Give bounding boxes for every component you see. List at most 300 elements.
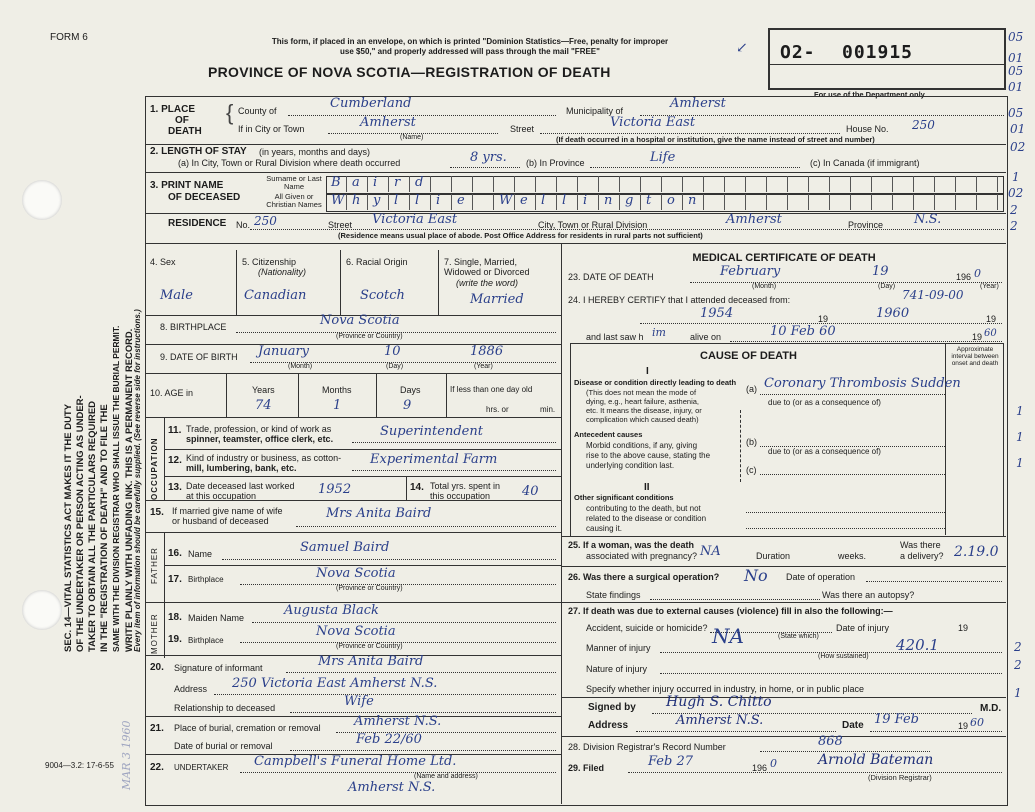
residence-label: RESIDENCE: [168, 218, 227, 229]
name-letter: l: [541, 193, 546, 208]
other-label-1: Other significant conditions: [574, 493, 674, 502]
record-number-value: 868: [818, 734, 843, 749]
racial-value: Scotch: [360, 288, 405, 303]
name-letter-box: [767, 176, 788, 192]
how-sustained-caption: (How sustained): [818, 653, 869, 660]
cause-c-prefix: (c): [746, 465, 757, 475]
due-to-b: due to (or as a consequence of): [768, 447, 881, 456]
father-side-label: FATHER: [150, 547, 159, 584]
margin-code: 05: [1008, 64, 1024, 78]
residence-street-label: Street: [328, 220, 353, 230]
antecedent-label-1: Antecedent causes: [574, 430, 643, 439]
from-year: 1954: [700, 306, 734, 321]
record-number-label: 28. Division Registrar's Record Number: [568, 742, 726, 752]
name-letter-box: [830, 194, 851, 210]
name-letter: B: [331, 175, 341, 190]
name-letter-box: [935, 176, 956, 192]
sex-label: 4. Sex: [150, 257, 176, 267]
registration-serial: 001915: [842, 42, 914, 63]
filed-year-suffix: 0: [770, 757, 777, 770]
department-box: [768, 28, 1006, 90]
stay-a-value: 8 yrs.: [470, 150, 507, 165]
cause-a-prefix: (a): [746, 384, 757, 394]
mother-birthplace-label: Birthplace: [188, 636, 224, 645]
age-days: 9: [403, 398, 412, 413]
duration-label: Duration: [756, 551, 791, 561]
signed-by-label: Signed by: [588, 702, 636, 713]
mother-side-label: MOTHER: [150, 613, 159, 654]
trade-value: Superintendent: [380, 424, 483, 439]
last-worked-label-1: Date deceased last worked: [186, 481, 295, 491]
name-letter: d: [415, 175, 424, 190]
pregnancy-label-1: 25. If a woman, was the death: [568, 540, 695, 550]
name-letter-box: [557, 194, 578, 210]
accident-label: Accident, suicide or homicide?: [586, 623, 708, 633]
name-letter-box: [620, 194, 641, 210]
county-value: Cumberland: [330, 96, 412, 111]
house-label: House No.: [846, 124, 889, 134]
total-years-value: 40: [522, 484, 539, 499]
birthplace-caption: (Province or Country): [336, 333, 403, 340]
mother-birthplace-value: Nova Scotia: [316, 624, 396, 639]
received-stamp: MAR 3 1960: [120, 720, 133, 790]
birthplace-value: Nova Scotia: [320, 313, 400, 328]
occupation-side-label: OCCUPATION: [150, 437, 159, 500]
antecedent-label-2: Morbid conditions, if any, giving: [586, 441, 698, 450]
years-caption: Years: [252, 385, 275, 395]
name-letter-box: [725, 194, 746, 210]
month-caption: (Month): [288, 363, 313, 370]
dob-label: 9. DATE OF BIRTH: [160, 352, 238, 362]
death-year-caption: (Year): [980, 283, 999, 290]
md-label: M.D.: [980, 703, 1002, 714]
mother-name-value: Augusta Black: [284, 603, 379, 618]
stay-label: 2. LENGTH OF STAY: [150, 146, 247, 157]
total-years-label-2: this occupation: [430, 491, 491, 501]
margin-code: 2: [1010, 203, 1018, 217]
last-saw-value: 10 Feb 60: [770, 324, 836, 339]
place-label-2: OF: [175, 115, 189, 126]
direct-label-2: (This does not mean the mode of: [586, 388, 697, 397]
name-letter-box: [683, 176, 704, 192]
min-label: min.: [540, 405, 556, 414]
residence-city: Amherst: [726, 212, 782, 227]
sign-date-value: 19 Feb: [874, 712, 919, 727]
mail-note-2: use $50," and properly addressed will pass through the mail "FREE": [340, 47, 600, 56]
age-months: 1: [333, 398, 342, 413]
name-letter-box: [452, 194, 473, 210]
last-saw-who: im: [652, 326, 666, 339]
death-day: 19: [872, 264, 889, 279]
death-year-suffix: 0: [974, 267, 981, 280]
citizenship-sub: (Nationality): [258, 267, 307, 277]
name-letter: i: [436, 193, 441, 208]
marital-value: Married: [470, 292, 524, 307]
name-letter-box: [410, 194, 431, 210]
name-label-2: OF DECEASED: [168, 192, 241, 203]
day-caption: (Day): [386, 363, 404, 370]
city-label: If in City or Town: [238, 124, 305, 134]
hospital-note: (If death occurred in a hospital or institution, give the name instead of street and number): [556, 135, 875, 144]
delivery-label-1: Was there: [900, 540, 941, 550]
name-letter-box: [872, 194, 893, 210]
delivery-code: 2.19.0: [954, 544, 999, 560]
name-letter: e: [520, 193, 528, 208]
name-letter-box: [809, 194, 830, 210]
sign-year-suffix: 60: [970, 716, 984, 729]
industry-value: Experimental Farm: [370, 452, 498, 467]
margin-code: 02: [1008, 186, 1024, 200]
margin-code: 2: [1014, 658, 1022, 672]
antecedent-label-3: rise to the above cause, stating the: [586, 451, 711, 460]
name-letter-box: [557, 176, 578, 192]
name-letter: l: [562, 193, 567, 208]
name-letter-box: [473, 194, 494, 210]
name-letter-box: [536, 194, 557, 210]
residence-city-label: City, Town or Rural Division: [538, 220, 648, 230]
name-letter-box: [662, 176, 683, 192]
days-caption: Days: [400, 385, 421, 395]
name-letter: a: [352, 175, 360, 190]
given-label: All Given or Christian Names: [266, 192, 322, 209]
other-label-3: related to the disease or condition: [586, 514, 707, 523]
industry-label-1: Kind of industry or business, as cotton-: [186, 453, 342, 463]
name-letter-box: [725, 176, 746, 192]
name-letter-box: [935, 194, 956, 210]
name-letter-box: [641, 194, 662, 210]
roman-one: I: [646, 366, 649, 377]
name-letter-box: [368, 194, 389, 210]
total-years-label-1: Total yrs. spent in: [430, 481, 501, 491]
weeks-label: weeks.: [838, 551, 867, 561]
father-name-label: Name: [188, 549, 213, 559]
father-name-value: Samuel Baird: [300, 540, 390, 555]
stay-b-label: (b) In Province: [526, 158, 585, 168]
direct-label-1: Disease or condition directly leading to death: [574, 378, 737, 387]
surgical-value: No: [744, 566, 768, 585]
name-letter-box: [830, 176, 851, 192]
name-letter: n: [604, 193, 613, 208]
injury-date-label: Date of injury: [836, 623, 890, 633]
name-letter-box: [851, 194, 872, 210]
name-letter-box: [452, 176, 473, 192]
state-which-caption: (State which): [778, 633, 819, 640]
dob-month: January: [258, 344, 310, 359]
name-letter-box: [347, 176, 368, 192]
margin-code: 1: [1016, 404, 1024, 418]
informant-sig-value: Mrs Anita Baird: [318, 654, 424, 669]
manner-label: Manner of injury: [586, 643, 651, 653]
name-letter-box: [914, 194, 935, 210]
name-letter: y: [373, 193, 381, 208]
death-day-caption: (Day): [878, 283, 896, 290]
name-letter-box: [704, 194, 725, 210]
filed-value: Feb 27: [648, 754, 693, 769]
name-letter-box: [389, 176, 410, 192]
name-letter: i: [583, 193, 588, 208]
margin-code: 01: [1010, 122, 1026, 136]
op-date-label: Date of operation: [786, 572, 856, 582]
code-420: 420.1: [896, 636, 939, 654]
to-year: 1960: [876, 306, 910, 321]
other-label-4: causing it.: [586, 524, 623, 533]
marital-sub: (write the word): [456, 278, 519, 288]
mail-note-1: This form, if placed in an envelope, on which is printed "Dominion Statistics—Free, penalty for improper: [271, 37, 669, 46]
surgical-label: 26. Was there a surgical operation?: [568, 572, 720, 582]
margin-code: 1: [1016, 456, 1024, 470]
name-letter: W: [499, 193, 513, 208]
injury-date-19: 19: [958, 623, 969, 633]
name-letter: l: [415, 193, 420, 208]
name-letter-box: [431, 194, 452, 210]
name-letter-box: [599, 176, 620, 192]
burial-label: Place of burial, cremation or removal: [174, 723, 321, 733]
name-letter-box: [788, 176, 809, 192]
name-letter: n: [688, 193, 697, 208]
birthplace-label: 8. BIRTHPLACE: [160, 322, 227, 332]
last-saw-year-suffix: 60: [984, 328, 997, 339]
name-letter-box: [347, 194, 368, 210]
municipality-value: Amherst: [670, 96, 726, 111]
sign-date-label: Date: [842, 720, 864, 731]
name-letter-box: [431, 176, 452, 192]
form-number: FORM 6: [50, 32, 88, 43]
delivery-label-2: a delivery?: [900, 551, 944, 561]
burial-value: Amherst N.S.: [354, 714, 442, 729]
name-letter: i: [373, 175, 378, 190]
name-letter: g: [625, 193, 634, 208]
name-letter: h: [352, 193, 361, 208]
mother-birthplace-caption: (Province or Country): [336, 643, 403, 650]
sec14-line-7: Every item of information should be carefully supplied. (See reverse side for instructions.): [133, 309, 142, 652]
place-label-3: DEATH: [168, 126, 202, 137]
margin-code: 2: [1010, 219, 1018, 233]
undertaker-value: Campbell's Funeral Home Ltd.: [254, 754, 457, 769]
department-use-caption: For use of the Department only: [814, 90, 925, 99]
margin-code: 1: [1014, 686, 1022, 700]
direct-label-5: complication which caused death): [586, 415, 699, 424]
informant-sig-label: Signature of informant: [174, 663, 263, 673]
specify-label: Specify whether injury occurred in industry, in home, or in public place: [586, 684, 864, 694]
registrar-caption: (Division Registrar): [868, 773, 932, 782]
name-label-1: 3. PRINT NAME: [150, 180, 224, 191]
margin-code: 1: [1012, 170, 1020, 184]
death-month-caption: (Month): [752, 283, 777, 290]
dob-year: 1886: [470, 344, 504, 359]
name-letter-box: [872, 176, 893, 192]
surname-label: Surname or Last Name: [266, 174, 322, 191]
name-letter-box: [389, 194, 410, 210]
name-letter-box: [956, 194, 977, 210]
sex-value: Male: [160, 288, 193, 303]
margin-code: 05: [1008, 30, 1024, 44]
death-month: February: [720, 264, 781, 279]
spouse-label-1: If married give name of wife: [172, 506, 283, 516]
residence-province-label: Province: [848, 220, 884, 230]
sec14-line-4: IN THE "REGISTRATION OF DEATH" AND TO FILE THE: [99, 404, 110, 652]
last-worked-value: 1952: [318, 482, 352, 497]
name-letter-box: [410, 176, 431, 192]
death-date-label: 23. DATE OF DEATH: [568, 272, 654, 282]
nature-label: Nature of injury: [586, 664, 648, 674]
stay-c-label: (c) In Canada (if immigrant): [810, 158, 920, 168]
name-letter-box: [620, 176, 641, 192]
industry-label-2: mill, lumbering, bank, etc.: [186, 463, 297, 473]
sign-year-19: 19: [958, 721, 969, 731]
name-letter-box: [788, 194, 809, 210]
city-value: Amherst: [360, 115, 416, 130]
undertaker-address: Amherst N.S.: [348, 780, 436, 795]
county-label: County of: [238, 106, 277, 116]
name-letter: e: [457, 193, 465, 208]
name-letter-box: [851, 176, 872, 192]
certify-code: 741-09-00: [902, 288, 964, 302]
residence-no: 250: [254, 214, 277, 228]
antecedent-label-4: underlying condition last.: [586, 461, 675, 470]
last-saw-label-1: and last saw h: [586, 332, 644, 342]
spouse-value: Mrs Anita Baird: [326, 506, 432, 521]
medical-title: MEDICAL CERTIFICATE OF DEATH: [692, 252, 876, 264]
death-year-prefix: 196: [956, 272, 972, 282]
sec14-line-3: TAKER TO OBTAIN ALL THE PARTICULARS REQUIRED: [87, 400, 98, 652]
name-letter: t: [646, 193, 652, 208]
name-letter-box: [977, 176, 998, 192]
name-letter-box: [662, 194, 683, 210]
last-saw-label-2: alive on: [690, 332, 722, 342]
racial-label: 6. Racial Origin: [346, 257, 408, 267]
name-letter-box: [326, 194, 347, 210]
name-letter-box: [683, 194, 704, 210]
house-value: 250: [912, 118, 935, 132]
citizenship-label: 5. Citizenship: [242, 257, 297, 267]
name-letter-box: [977, 194, 998, 210]
name-letter-box: [368, 176, 389, 192]
place-label-1: 1. PLACE: [150, 104, 196, 115]
name-letter-box: [746, 176, 767, 192]
age-label: 10. AGE in: [150, 388, 194, 398]
residence-note: (Residence means usual place of abode. Post Office Address for residents in rural parts not sufficient): [338, 231, 703, 240]
burial-date-label: Date of burial or removal: [174, 741, 273, 751]
margin-code: 01: [1008, 51, 1024, 65]
street-value: Victoria East: [610, 115, 696, 130]
informant-address-label: Address: [174, 684, 208, 694]
check-mark: ↙: [736, 40, 748, 56]
trade-label-2: spinner, teamster, office clerk, etc.: [186, 434, 334, 444]
dob-day: 10: [384, 344, 401, 359]
to-19: 19: [986, 314, 997, 324]
year-caption: (Year): [474, 363, 493, 370]
burial-date-value: Feb 22/60: [356, 732, 422, 747]
sec14-line-2: OF THE UNDERTAKER OR PERSON ACTING AS UNDER-: [75, 395, 86, 652]
from-19: 19: [818, 314, 829, 324]
sec14-line-6: WRITE PLAINLY WITH UNFADING INK. THIS IS A PERMANENT RECORD.: [123, 328, 134, 652]
name-letter: l: [394, 193, 399, 208]
filed-label: 29. Filed: [568, 763, 605, 773]
name-letter-box: [893, 194, 914, 210]
name-letter-box: [515, 194, 536, 210]
registration-prefix: O2-: [780, 42, 816, 63]
relation-label: Relationship to deceased: [174, 703, 276, 713]
cause-a-value: Coronary Thrombosis Sudden: [764, 376, 961, 391]
roman-two: II: [644, 482, 650, 493]
other-label-2: contributing to the death, but not: [586, 504, 701, 513]
name-letter-box: [515, 176, 536, 192]
name-letter-box: [578, 176, 599, 192]
name-letter-box: [578, 194, 599, 210]
last-worked-label-2: at this occupation: [186, 491, 257, 501]
father-birthplace-value: Nova Scotia: [316, 566, 396, 581]
months-caption: Months: [322, 385, 352, 395]
doctor-address-value: Amherst N.S.: [676, 713, 764, 728]
cause-b-prefix: (b): [746, 437, 757, 447]
signed-by-value: Hugh S. Chitto: [666, 694, 772, 710]
punch-hole: [22, 590, 62, 630]
name-letter-box: [914, 176, 935, 192]
registrar-signature: Arnold Bateman: [818, 752, 934, 768]
citizenship-value: Canadian: [244, 288, 307, 303]
margin-code: 05: [1008, 106, 1024, 120]
stay-b-value: Life: [650, 150, 676, 165]
name-letter-box: [473, 176, 494, 192]
autopsy-label: Was there an autopsy?: [822, 590, 915, 600]
last-saw-19: 19: [972, 332, 983, 342]
margin-code: 01: [1008, 80, 1024, 94]
marital-label: 7. Single, Married, Widowed or Divorced: [444, 257, 530, 277]
sec14-line-5: SAME WITH THE DIVISION REGISTRAR WHO SHALL ISSUE THE BURIAL PERMIT.: [111, 325, 121, 652]
state-findings-label: State findings: [586, 590, 641, 600]
direct-label-3: dying, e.g., heart failure, asthenia,: [586, 397, 699, 406]
name-letter-box: [956, 176, 977, 192]
name-letter: r: [394, 175, 401, 190]
mother-name-label: Maiden Name: [188, 613, 245, 623]
name-letter-box: [746, 194, 767, 210]
stay-a-label: (a) In City, Town or Rural Division where death occurred: [178, 158, 401, 168]
external-label: 27. If death was due to external causes (violence) fill in also the following:—: [568, 606, 893, 616]
due-to-a: due to (or as a consequence of): [768, 398, 881, 407]
pregnancy-value: NA: [700, 544, 721, 559]
name-letter-box: [767, 194, 788, 210]
punch-hole: [22, 180, 62, 220]
residence-no-label: No.: [236, 220, 251, 230]
trade-label-1: Trade, profession, or kind of work as: [186, 424, 332, 434]
name-letter: W: [331, 193, 345, 208]
less-than-day-label: If less than one day old: [450, 385, 533, 394]
name-letter-box: [809, 176, 830, 192]
name-letter-box: [326, 176, 347, 192]
margin-code: 2: [1014, 640, 1022, 654]
residence-street: Victoria East: [372, 212, 458, 227]
cause-title: CAUSE OF DEATH: [700, 350, 797, 362]
margin-code: 1: [1016, 430, 1024, 444]
name-letter-box: [494, 176, 515, 192]
name-letter: o: [667, 193, 675, 208]
spouse-label-2: or husband of deceased: [172, 516, 269, 526]
name-letter-box: [494, 194, 515, 210]
certify-label: 24. I HEREBY CERTIFY that I attended deceased from:: [568, 295, 791, 305]
stay-sub: (in years, months and days): [259, 147, 371, 157]
footer-code: 9004—3.2: 17-6-55: [45, 761, 114, 770]
undertaker-label: UNDERTAKER: [174, 763, 229, 772]
name-letter-box: [893, 176, 914, 192]
name-letter-box: [599, 194, 620, 210]
municipality-label: Municipality of: [566, 106, 624, 116]
age-years: 74: [255, 398, 272, 413]
name-letter-box: [641, 176, 662, 192]
name-letter-box: [704, 176, 725, 192]
street-label: Street: [510, 124, 535, 134]
name-address-caption: (Name and address): [414, 773, 478, 780]
relation-value: Wife: [344, 694, 374, 709]
